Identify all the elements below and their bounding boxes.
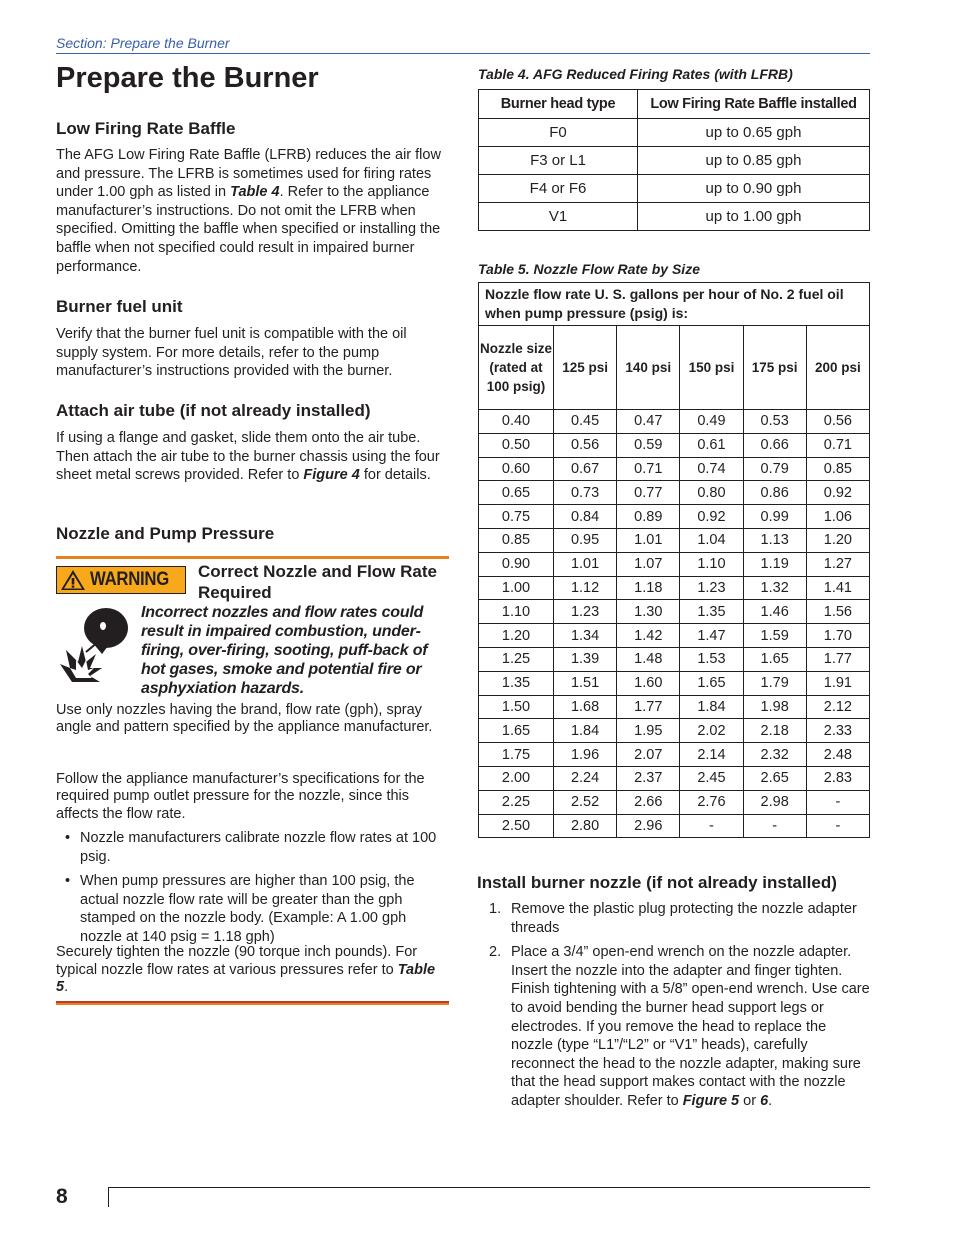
- table-cell: 0.90: [479, 552, 554, 576]
- section-label: Section: Prepare the Burner: [56, 35, 230, 51]
- warning-label: WARNING: [90, 569, 169, 590]
- table-cell: 1.65: [680, 671, 743, 695]
- table-cell: 0.56: [554, 433, 617, 457]
- table-cell: 2.50: [479, 814, 554, 838]
- table-cell: 0.56: [806, 410, 869, 434]
- table-cell: 1.27: [806, 552, 869, 576]
- table-cell: 2.83: [806, 766, 869, 790]
- table-cell: 1.51: [554, 671, 617, 695]
- table-cell: 1.01: [554, 552, 617, 576]
- table-row: [479, 671, 870, 695]
- nozzle-pressure-heading: Nozzle and Pump Pressure: [56, 524, 275, 543]
- warning-top-bar: [56, 556, 449, 559]
- table-cell: 2.98: [743, 790, 806, 814]
- table-cell: 1.77: [617, 695, 680, 719]
- table-row: [479, 790, 870, 814]
- lfrb-heading: Low Firing Rate Baffle: [56, 119, 236, 138]
- table-cell: 0.99: [743, 505, 806, 529]
- list-item: 2. Place a 3/4” open-end wrench on the nozzle adapter. Insert the nozzle into the adapter and finger tighten. Finish tightening with a 5/8” open-end wrench. Use care to avoid bending the burner head support legs or electrodes. If you remove the head to replace the nozzle (type “L1”/“L2” or “V1” heads), carefully reconnect the head to the nozzle adapter, making sure that the head support makes contact with the nozzle adapter shoulder. Refer to Figure 5 or 6.: [489, 944, 870, 1109]
- nozzle-para-3: Securely tighten the nozzle (90 torque inch pounds). For typical nozzle flow rates at various pressures refer to Table 5.: [56, 944, 436, 996]
- table-cell: 0.85: [479, 528, 554, 552]
- table-header-cell: 175 psi: [743, 326, 806, 410]
- table4: [478, 89, 870, 231]
- table-cell: 1.10: [479, 600, 554, 624]
- table-header-row: [479, 90, 870, 119]
- table-row: [479, 203, 870, 231]
- table-cell: 1.06: [806, 505, 869, 529]
- table-cell: 1.19: [743, 552, 806, 576]
- table-cell: 0.59: [617, 433, 680, 457]
- table-cell: up to 0.65 gph: [638, 119, 870, 147]
- table-cell: 0.53: [743, 410, 806, 434]
- table-cell: 2.07: [617, 743, 680, 767]
- bullet-item: • When pump pressures are higher than 100 psig, the actual nozzle flow rate will be greater than the gph stamped on the nozzle body. (Example: A 1.00 gph nozzle at 140 psig = 1.18 gph): [65, 873, 415, 945]
- table-cell: 0.85: [806, 457, 869, 481]
- table5-caption: Table 5. Nozzle Flow Rate by Size: [478, 261, 700, 277]
- figure6-reference[interactable]: 6: [760, 1092, 769, 1109]
- table-cell: up to 0.90 gph: [638, 175, 870, 203]
- table-cell: 1.68: [554, 695, 617, 719]
- table-cell: 0.71: [617, 457, 680, 481]
- table-cell: 2.33: [806, 719, 869, 743]
- table-row: [479, 528, 870, 552]
- table-cell: 1.39: [554, 647, 617, 671]
- air-tube-paragraph: If using a flange and gasket, slide them onto the air tube. Then attach the air tube to the burner chassis using the four sheet metal screws provided. Refer to Figure 4 for details.: [56, 430, 440, 484]
- page-title: Prepare the Burner: [56, 62, 319, 94]
- table-cell: 0.67: [554, 457, 617, 481]
- table-cell: 1.91: [806, 671, 869, 695]
- table-cell: up to 1.00 gph: [638, 203, 870, 231]
- table-cell: 1.00: [479, 576, 554, 600]
- table-cell: 2.12: [806, 695, 869, 719]
- table-cell: 1.53: [680, 647, 743, 671]
- table-cell: 0.75: [479, 505, 554, 529]
- table-cell: 2.02: [680, 719, 743, 743]
- nozzle-para-2: Follow the appliance manufacturer’s specifications for the required pump outlet pressure for the nozzle, since this affects the flow rate.: [56, 771, 425, 822]
- table-cell: 1.13: [743, 528, 806, 552]
- table-row: [479, 147, 870, 175]
- table-cell: 0.49: [680, 410, 743, 434]
- table-cell: 1.41: [806, 576, 869, 600]
- table-cell: -: [680, 814, 743, 838]
- table-row: [479, 552, 870, 576]
- table-cell: 0.60: [479, 457, 554, 481]
- fuel-unit-heading: Burner fuel unit: [56, 297, 183, 316]
- table-cell: 0.71: [806, 433, 869, 457]
- table-cell: -: [806, 790, 869, 814]
- table-cell: 2.66: [617, 790, 680, 814]
- table-cell: 1.10: [680, 552, 743, 576]
- table-cell: 2.18: [743, 719, 806, 743]
- table-row: [479, 410, 870, 434]
- table-cell: 1.48: [617, 647, 680, 671]
- table-cell: 2.25: [479, 790, 554, 814]
- table-cell: -: [743, 814, 806, 838]
- table-cell: 1.77: [806, 647, 869, 671]
- table-cell: 1.60: [617, 671, 680, 695]
- install-steps-list: [477, 900, 872, 1117]
- list-item: 1. Remove the plastic plug protecting the nozzle adapter threads: [489, 901, 857, 936]
- table-cell: 2.32: [743, 743, 806, 767]
- table-row: [479, 433, 870, 457]
- table-cell: 1.23: [554, 600, 617, 624]
- table-row: [479, 743, 870, 767]
- table-cell: 1.42: [617, 624, 680, 648]
- table-header-row: [479, 326, 870, 410]
- table5-reference[interactable]: Table 5: [56, 961, 436, 996]
- table-cell: 0.74: [680, 457, 743, 481]
- table-cell: 2.80: [554, 814, 617, 838]
- table-cell: 0.47: [617, 410, 680, 434]
- lfrb-paragraph: The AFG Low Firing Rate Baffle (LFRB) reduces the air flow and pressure. The LFRB is sometimes used for firing rates under 1.00 gph as listed in Table 4. Refer to the appliance manufacturer’s instructions. Do not omit the LFRB when specified. Omitting the baffle when specified or installing the baffle when not specified could result in impaired burner performance.: [56, 147, 441, 275]
- table-cell: 1.79: [743, 671, 806, 695]
- table-row: [479, 505, 870, 529]
- table-cell: F0: [479, 119, 638, 147]
- warning-triangle-icon: [60, 569, 86, 591]
- table-cell: 0.73: [554, 481, 617, 505]
- nozzle-para-1: Use only nozzles having the brand, flow rate (gph), spray angle and pattern specified by the appliance manufacturer.: [56, 702, 433, 736]
- table-cell: -: [806, 814, 869, 838]
- table-cell: 0.66: [743, 433, 806, 457]
- table-cell: 1.84: [680, 695, 743, 719]
- table-row: [479, 481, 870, 505]
- table-cell: 0.86: [743, 481, 806, 505]
- warning-bottom-bar-accent: [56, 1003, 449, 1005]
- table-cell: 1.34: [554, 624, 617, 648]
- table5: [478, 282, 870, 838]
- fuel-unit-paragraph: Verify that the burner fuel unit is compatible with the oil supply system. For more details, refer to the pump manufacturer’s instructions provided with the burner.: [56, 326, 407, 380]
- warning-title: Correct Nozzle and Flow Rate Required: [198, 562, 437, 602]
- warning-text: Incorrect nozzles and flow rates could result in impaired combustion, under-firing, over-firing, sooting, puff-back of hot gases, smoke and potential fire or asphyxiation hazards.: [141, 604, 428, 697]
- table-header-cell: 150 psi: [680, 326, 743, 410]
- table-header-cell: Low Firing Rate Baffle installed: [638, 90, 870, 119]
- table-cell: 0.65: [479, 481, 554, 505]
- table-cell: 1.98: [743, 695, 806, 719]
- table-cell: 1.46: [743, 600, 806, 624]
- table-cell: 1.65: [479, 719, 554, 743]
- table4-caption: Table 4. AFG Reduced Firing Rates (with LFRB): [478, 66, 793, 82]
- table-cell: 1.18: [617, 576, 680, 600]
- table5-title: Nozzle flow rate U. S. gallons per hour of No. 2 fuel oil when pump pressure (psig) is:: [479, 283, 870, 326]
- page-number: 8: [56, 1185, 68, 1208]
- table-row: [479, 814, 870, 838]
- table-cell: 2.48: [806, 743, 869, 767]
- table-cell: 0.61: [680, 433, 743, 457]
- table-cell: 1.35: [680, 600, 743, 624]
- table-cell: 0.92: [806, 481, 869, 505]
- table-cell: 0.92: [680, 505, 743, 529]
- table-cell: 1.20: [479, 624, 554, 648]
- table-cell: 2.65: [743, 766, 806, 790]
- table-cell: 1.59: [743, 624, 806, 648]
- table-cell: 0.84: [554, 505, 617, 529]
- table-cell: V1: [479, 203, 638, 231]
- table-cell: 1.04: [680, 528, 743, 552]
- table-cell: 1.01: [617, 528, 680, 552]
- table-cell: 1.47: [680, 624, 743, 648]
- table-cell: 0.45: [554, 410, 617, 434]
- table-cell: up to 0.85 gph: [638, 147, 870, 175]
- table-cell: 1.20: [806, 528, 869, 552]
- table-cell: F3 or L1: [479, 147, 638, 175]
- table-title-row: [479, 283, 870, 326]
- table-row: [479, 457, 870, 481]
- figure5-reference[interactable]: Figure 5: [682, 1092, 740, 1109]
- table-cell: 2.45: [680, 766, 743, 790]
- table-cell: 0.79: [743, 457, 806, 481]
- table-header-cell: 125 psi: [554, 326, 617, 410]
- figure4-reference[interactable]: Figure 4: [303, 467, 360, 484]
- table-header-cell: 140 psi: [617, 326, 680, 410]
- table4-reference[interactable]: Table 4: [230, 184, 280, 201]
- bullet-item: • Nozzle manufacturers calibrate nozzle flow rates at 100 psig.: [65, 830, 437, 865]
- table-cell: 1.96: [554, 743, 617, 767]
- table-cell: 2.00: [479, 766, 554, 790]
- table-row: [479, 576, 870, 600]
- nozzle-bullet-list: [56, 829, 444, 953]
- table-cell: 1.70: [806, 624, 869, 648]
- table-cell: 1.12: [554, 576, 617, 600]
- table-cell: 2.24: [554, 766, 617, 790]
- table-cell: F4 or F6: [479, 175, 638, 203]
- install-nozzle-heading: Install burner nozzle (if not already installed): [477, 873, 837, 892]
- warning-sign: [56, 566, 186, 594]
- table-row: [479, 719, 870, 743]
- table-cell: 0.89: [617, 505, 680, 529]
- table-row: [479, 647, 870, 671]
- table-cell: 1.65: [743, 647, 806, 671]
- table-row: [479, 119, 870, 147]
- table-cell: 0.77: [617, 481, 680, 505]
- table-header-cell: 200 psi: [806, 326, 869, 410]
- table-cell: 1.75: [479, 743, 554, 767]
- table-header-cell: Burner head type: [479, 90, 638, 119]
- table-cell: 0.40: [479, 410, 554, 434]
- table-cell: 1.35: [479, 671, 554, 695]
- table-cell: 2.52: [554, 790, 617, 814]
- table-cell: 2.37: [617, 766, 680, 790]
- table-cell: 0.80: [680, 481, 743, 505]
- table-cell: 1.84: [554, 719, 617, 743]
- table-row: [479, 766, 870, 790]
- table-cell: 1.32: [743, 576, 806, 600]
- table-cell: 1.25: [479, 647, 554, 671]
- table-cell: 1.23: [680, 576, 743, 600]
- table-cell: 1.30: [617, 600, 680, 624]
- table-header-cell: Nozzle size (rated at 100 psig): [479, 326, 554, 410]
- table-cell: 0.95: [554, 528, 617, 552]
- table-cell: 1.95: [617, 719, 680, 743]
- table-cell: 2.14: [680, 743, 743, 767]
- table-row: [479, 624, 870, 648]
- table-cell: 2.96: [617, 814, 680, 838]
- table-cell: 1.50: [479, 695, 554, 719]
- table-cell: 0.50: [479, 433, 554, 457]
- table-cell: 1.07: [617, 552, 680, 576]
- table-cell: 2.76: [680, 790, 743, 814]
- footer-rule-horizontal: [108, 1187, 870, 1188]
- explosion-hazard-icon: [56, 602, 132, 682]
- table-row: [479, 695, 870, 719]
- table-cell: 1.56: [806, 600, 869, 624]
- table-row: [479, 175, 870, 203]
- header-rule: [56, 53, 870, 54]
- table-row: [479, 600, 870, 624]
- footer-rule-vertical: [108, 1187, 109, 1207]
- air-tube-heading: Attach air tube (if not already installed): [56, 401, 371, 420]
